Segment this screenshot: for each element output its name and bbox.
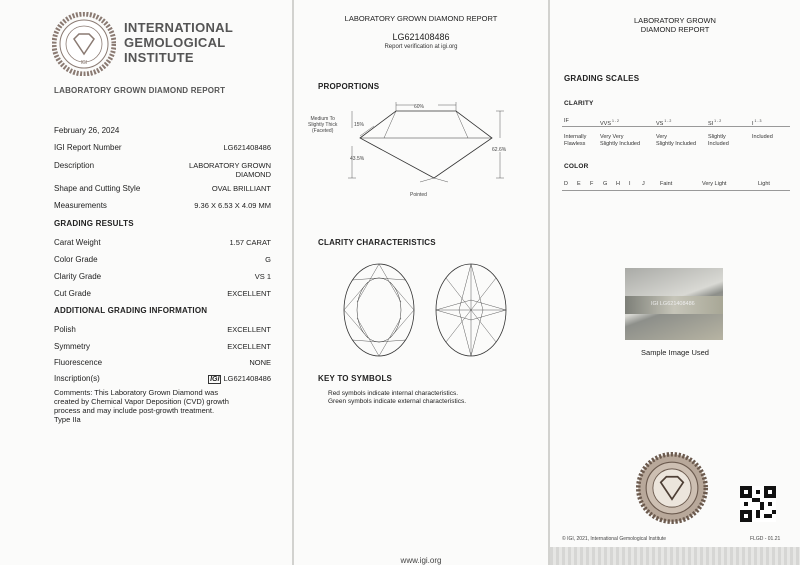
igi-inscription-logo: IGI [210, 376, 220, 383]
proportions-title: PROPORTIONS [318, 82, 380, 91]
color-grade-letter: J [642, 181, 645, 187]
svg-text:IGI: IGI [80, 60, 88, 66]
igi-seal-icon [636, 452, 708, 524]
report-type: LABORATORY GROWN DIAMOND REPORT [54, 86, 226, 95]
color-grade-word: Very Light [702, 181, 727, 187]
clarity-scale-title: CLARITY [564, 100, 594, 107]
field-row: Measurements 9.36 X 6.53 X 4.09 MM [54, 201, 271, 210]
right-title: LABORATORY GROWN DIAMOND REPORT [634, 16, 716, 34]
color-grade-word: Faint [660, 181, 673, 187]
clarity-grade-code: IF [564, 118, 569, 124]
grading-row: Clarity Grade VS 1 [54, 272, 271, 281]
clarity-grade-desc: Slightly Included [708, 134, 729, 147]
center-title: LABORATORY GROWN DIAMOND REPORT [344, 14, 498, 23]
depth-pct: 62.6% [492, 147, 507, 153]
clarity-grade-range: 1 - 2 [713, 119, 722, 123]
color-grade-letter: D [564, 181, 568, 187]
report-date: February 26, 2024 [54, 126, 120, 135]
report-panel-right [550, 0, 800, 565]
table-pct: 60% [414, 104, 425, 110]
oval-pavilion-diagram [434, 262, 508, 358]
additional-row: Fluorescence NONE [54, 358, 271, 367]
qr-code-icon [740, 486, 776, 522]
grading-scales-title: GRADING SCALES [564, 74, 640, 83]
additional-grading-title: ADDITIONAL GRADING INFORMATION [54, 306, 208, 315]
color-grade-letter: E [577, 181, 581, 187]
color-grade-word: Light [758, 181, 770, 187]
sample-image [625, 268, 723, 340]
security-strip [550, 547, 800, 565]
color-scale-title: COLOR [564, 163, 589, 170]
org-name: INTERNATIONAL GEMOLOGICAL INSTITUTE [124, 20, 234, 65]
grading-row: Cut Grade EXCELLENT [54, 289, 271, 298]
field-row: Description LABORATORY GROWN DIAMOND [54, 161, 271, 179]
key-lines: Red symbols indicate internal characteristics. Green symbols indicate external characteristics. [328, 390, 467, 405]
grading-row: Color Grade G [54, 255, 271, 264]
footer-url: www.igi.org [400, 556, 442, 565]
clarity-grade-range: 1 - 2 [611, 119, 619, 123]
additional-row: Polish EXCELLENT [54, 325, 271, 334]
oval-crown-diagram [342, 262, 416, 358]
report-panel-left [0, 0, 292, 565]
grading-row: Carat Weight 1.57 CARAT [54, 238, 271, 247]
girdle-label: Medium To Slightly Thick (Faceted) [308, 116, 338, 134]
color-grade-letter: H [616, 181, 620, 187]
clarity-grade-desc: Included [752, 134, 773, 140]
field-row: Shape and Cutting Style OVAL BRILLIANT [54, 184, 271, 193]
additional-row: Symmetry EXCELLENT [54, 342, 271, 351]
clarity-grade-desc: Very Very Slightly Included [600, 134, 641, 147]
igi-seal-icon [52, 12, 116, 76]
crown-pct: 15% [354, 122, 365, 128]
form-code: FLGD - 01.21 [750, 536, 781, 542]
clarity-grade-code: I $^{1 - 3}$ [752, 119, 762, 127]
clarity-grade-range: 1 - 2 [663, 119, 672, 123]
clarity-grade-code: VVS $^{1 - 2}$ [600, 119, 619, 127]
copyright: © IGI, 2021, International Gemological Institute [562, 536, 667, 542]
additional-row: Inscription(s) IGI LG621408486 [54, 374, 271, 383]
pavilion-pct: 43.5% [350, 156, 365, 162]
clarity-grade-code: VS $^{1 - 2}$ [656, 119, 672, 127]
culet-label: Pointed [410, 192, 427, 198]
clarity-grade-code: SI $^{1 - 2}$ [708, 119, 722, 127]
report-number: LG621408486 [392, 32, 450, 42]
clarity-grade-desc: Very Slightly Included [656, 134, 697, 147]
clarity-grade-desc: Internally Flawless [564, 134, 587, 147]
color-grade-letter: G [603, 181, 608, 187]
sample-inscription: IGI LG621408486 [651, 301, 695, 307]
report-panel-center [294, 0, 548, 565]
color-grade-letter: F [590, 181, 594, 187]
sample-caption: Sample Image Used [641, 348, 709, 357]
comments: Comments: This Laboratory Grown Diamond was created by Chemical Vapor Deposition (CVD) growth process and may include post-growth treatment. Type IIa [54, 388, 229, 424]
key-to-symbols-title: KEY TO SYMBOLS [318, 374, 393, 383]
clarity-characteristics-title: CLARITY CHARACTERISTICS [318, 238, 436, 247]
color-grade-letter: I [629, 181, 631, 187]
clarity-grade-range: 1 - 3 [753, 119, 762, 123]
verification-note: Report verification at igi.org [384, 44, 458, 50]
field-row: IGI Report Number LG621408486 [54, 143, 271, 152]
grading-results-title: GRADING RESULTS [54, 219, 134, 228]
color-scale-line [562, 190, 790, 191]
